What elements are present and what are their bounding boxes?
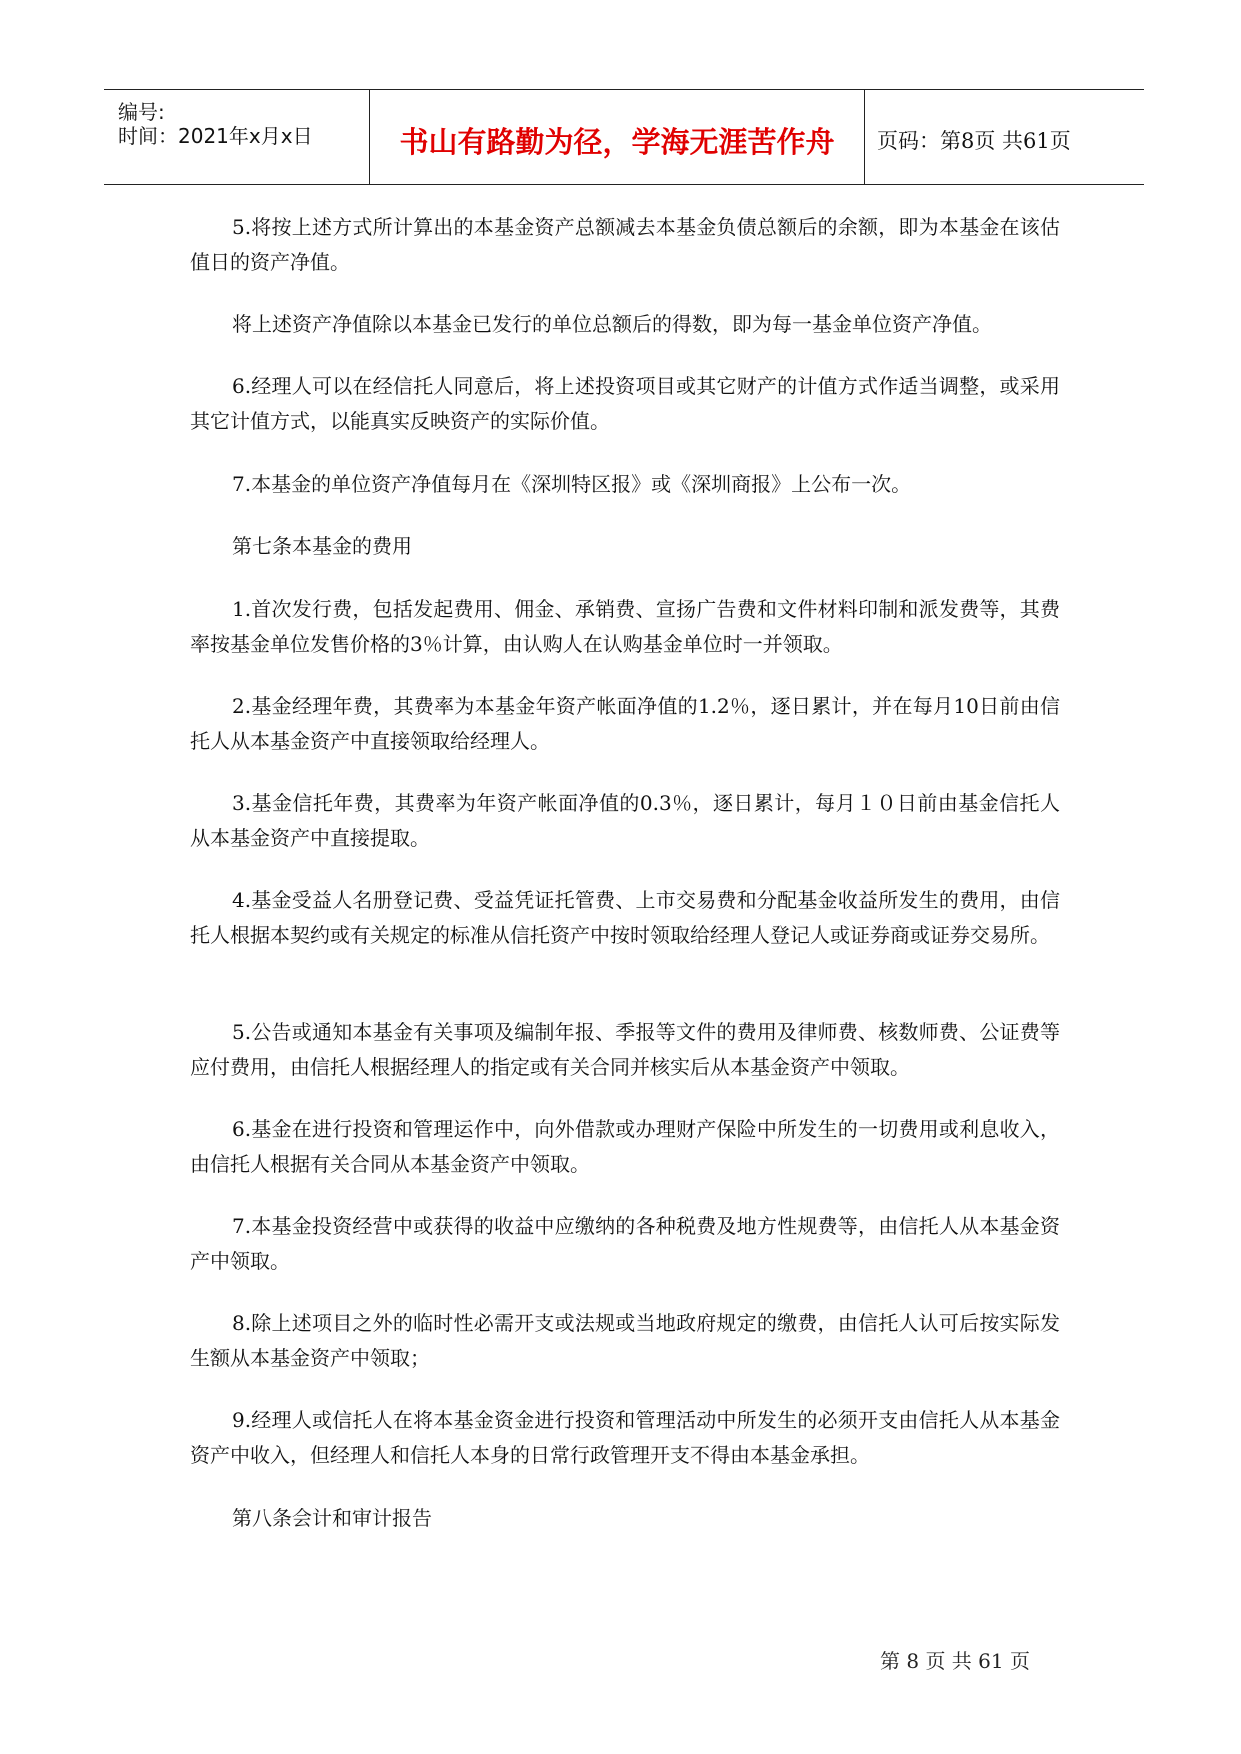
header-motto: 书山有路勤为径，学海无涯苦作舟 (399, 125, 835, 159)
paragraph-valuation-6: 6.经理人可以在经信托人同意后，将上述投资项目或其它财产的计值方式作适当调整，或采用其它计值方式，以能真实反映资产的实际价值。 (190, 374, 1060, 433)
paragraph-fee-6: 6.基金在进行投资和管理运作中，向外借款或办理财产保险中所发生的一切费用或利息收入，由信托人根据有关合同从本基金资产中领取。 (190, 1117, 1060, 1176)
paragraph-fee-4: 4.基金受益人名册登记费、受益凭证托管费、上市交易费和分配基金收益所发生的费用，由信托人根据本契约或有关规定的标准从信托资产中按时领取给经理人登记人或证券商或证券交易所。 (190, 888, 1060, 947)
paragraph-unit-nav: 将上述资产净值除以本基金已发行的单位总额后的得数，即为每一基金单位资产净值。 (232, 312, 992, 336)
header-meta-cell (104, 90, 370, 184)
page-header (104, 89, 1144, 185)
page-footer: 第 8 页 共 61 页 (880, 1649, 1030, 1673)
paragraph-fee-8: 8.除上述项目之外的临时性必需开支或法规或当地政府规定的缴费，由信托人认可后按实际发生额从本基金资产中领取； (190, 1311, 1060, 1370)
section-heading-article-7: 第七条本基金的费用 (232, 534, 412, 558)
header-page-info: 页码：第8页 共61页 (877, 129, 1071, 153)
paragraph-fee-2: 2.基金经理年费，其费率为本基金年资产帐面净值的1.2％，逐日累计，并在每月10日前由信托人从本基金资产中直接领取给经理人。 (190, 694, 1060, 753)
paragraph-valuation-7: 7.本基金的单位资产净值每月在《深圳特区报》或《深圳商报》上公布一次。 (232, 472, 912, 496)
document-time-label: 时间：2021年x月x日 (118, 124, 313, 148)
header-page-cell (865, 90, 1144, 184)
paragraph-fee-5: 5.公告或通知本基金有关事项及编制年报、季报等文件的费用及律师费、核数师费、公证费等应付费用，由信托人根据经理人的指定或有关合同并核实后从本基金资产中领取。 (190, 1020, 1060, 1079)
header-motto-cell (370, 90, 865, 184)
paragraph-fee-1: 1.首次发行费，包括发起费用、佣金、承销费、宣扬广告费和文件材料印制和派发费等，其费率按基金单位发售价格的3％计算，由认购人在认购基金单位时一并领取。 (190, 597, 1060, 656)
paragraph-fee-3: 3.基金信托年费，其费率为年资产帐面净值的0.3％，逐日累计，每月１０日前由基金信托人从本基金资产中直接提取。 (190, 791, 1060, 850)
document-number-label: 编号: (118, 100, 165, 124)
paragraph-valuation-5: 5.将按上述方式所计算出的本基金资产总额减去本基金负债总额后的余额，即为本基金在该估值日的资产净值。 (190, 215, 1060, 274)
paragraph-fee-7: 7.本基金投资经营中或获得的收益中应缴纳的各种税费及地方性规费等，由信托人从本基金资产中领取。 (190, 1214, 1060, 1273)
paragraph-fee-9: 9.经理人或信托人在将本基金资金进行投资和管理活动中所发生的必须开支由信托人从本基金资产中收入，但经理人和信托人本身的日常行政管理开支不得由本基金承担。 (190, 1408, 1060, 1467)
section-heading-article-8: 第八条会计和审计报告 (232, 1506, 432, 1530)
